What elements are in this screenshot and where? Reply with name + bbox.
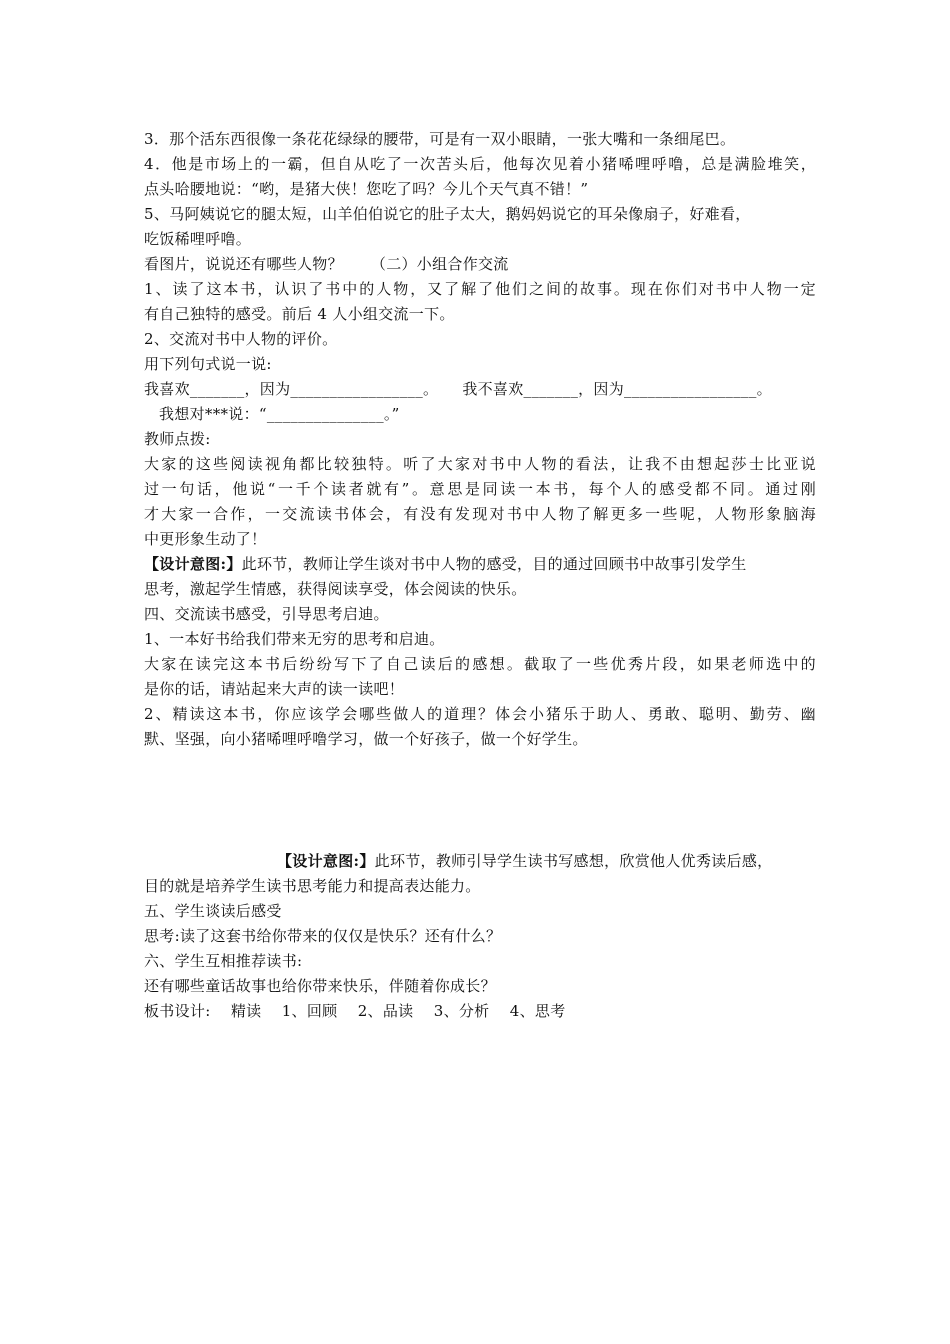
paragraph-line: 用下列句式说一说:	[144, 355, 272, 373]
paragraph-line	[144, 252, 816, 276]
paragraph-line: 5、马阿姨说它的腿太短，山羊伯伯说它的肚子太大，鹅妈妈说它的耳朵像扇子，好难看，	[144, 205, 751, 223]
paragraph-line: 是你的话，请站起来大声的读一读吧！	[144, 680, 405, 698]
board-design-line: 板书设计: 精读 1、回顾 2、品读 3、分析 4、思考	[144, 1002, 566, 1020]
section-heading: 四、交流读书感受，引导思考启迪。	[144, 605, 389, 623]
section-heading: （二）小组合作交流	[370, 255, 509, 273]
design-intent-line	[144, 552, 816, 576]
sentence-pattern-line: 我想对***说：“_______________。”	[159, 405, 400, 423]
paragraph-line: 中更形象生动了！	[144, 530, 267, 548]
paragraph-line: 大家在读完这本书后纷纷写下了自己读后的感想。截取了一些优秀片段，如果老师选中的	[144, 655, 816, 673]
paragraph-line: 默、坚强，向小猪唏哩呼噜学习，做一个好孩子，做一个好学生。	[144, 730, 588, 748]
paragraph-line: 有自己独特的感受。前后 4 人小组交流一下。	[144, 305, 455, 323]
design-intent-label: 【设计意图:】	[277, 852, 375, 870]
paragraph-line: 3．那个活东西很像一条花花绿绿的腰带，可是有一双小眼睛，一张大嘴和一条细尾巴。	[144, 130, 736, 148]
paragraph-line: 2、精读这本书，你应该学会哪些做人的道理？体会小猪乐于助人、勇敢、聪明、勤劳、幽	[144, 705, 816, 723]
paragraph-line: 点头哈腰地说：“哟，是猪大侠！您吃了吗？今儿个天气真不错！”	[144, 180, 589, 198]
design-intent-text: 此环节，教师引导学生读书写感想，欣赏他人优秀读后感，	[374, 852, 773, 870]
paragraph-line: 1、一本好书给我们带来无穷的思考和启迪。	[144, 630, 445, 648]
design-intent-label: 【设计意图:】	[144, 555, 242, 573]
sentence-pattern-line	[144, 377, 816, 401]
section-heading: 五、学生谈读后感受	[144, 902, 282, 920]
paragraph-line: 思考:读了这套书给你带来的仅仅是快乐？还有什么？	[144, 927, 502, 945]
section-heading: 六、学生互相推荐读书:	[144, 952, 303, 970]
paragraph-line: 吃饭稀哩呼噜。	[144, 230, 252, 248]
paragraph-line: 目的就是培养学生读书思考能力和提高表达能力。	[144, 877, 481, 895]
paragraph-line: 思考，激起学生情感，获得阅读享受，体会阅读的快乐。	[144, 580, 527, 598]
design-intent-text: 此环节，教师让学生谈对书中人物的感受，目的通过回顾书中故事引发学生	[241, 555, 747, 573]
pattern-dislike: 我不喜欢_______，因为_________________。	[462, 380, 772, 398]
design-intent-line	[277, 849, 816, 873]
paragraph-line: 教师点拨:	[144, 430, 211, 448]
paragraph-line: 还有哪些童话故事也给你带来快乐，伴随着你成长？	[144, 977, 496, 995]
paragraph-line: 大家的这些阅读视角都比较独特。听了大家对书中人物的看法，让我不由想起莎士比亚说	[144, 455, 816, 473]
paragraph-line: 4．他是市场上的一霸，但自从吃了一次苦头后，他每次见着小猪唏哩呼噜，总是满脸堆笑，	[144, 155, 816, 173]
paragraph-line: 2、交流对书中人物的评价。	[144, 330, 338, 348]
question-text: 看图片，说说还有哪些人物？	[144, 255, 343, 273]
pattern-like: 我喜欢_______，因为_________________。	[144, 380, 439, 398]
paragraph-line: 才大家一合作，一交流读书体会，有没有发现对书中人物了解更多一些呢，人物形象脑海	[144, 505, 816, 523]
paragraph-line: 过一句话，他说“一千个读者就有”。意思是同读一本书，每个人的感受都不同。通过刚	[144, 480, 816, 498]
paragraph-line: 1、读了这本书，认识了书中的人物，又了解了他们之间的故事。现在你们对书中人物一定	[144, 280, 816, 298]
